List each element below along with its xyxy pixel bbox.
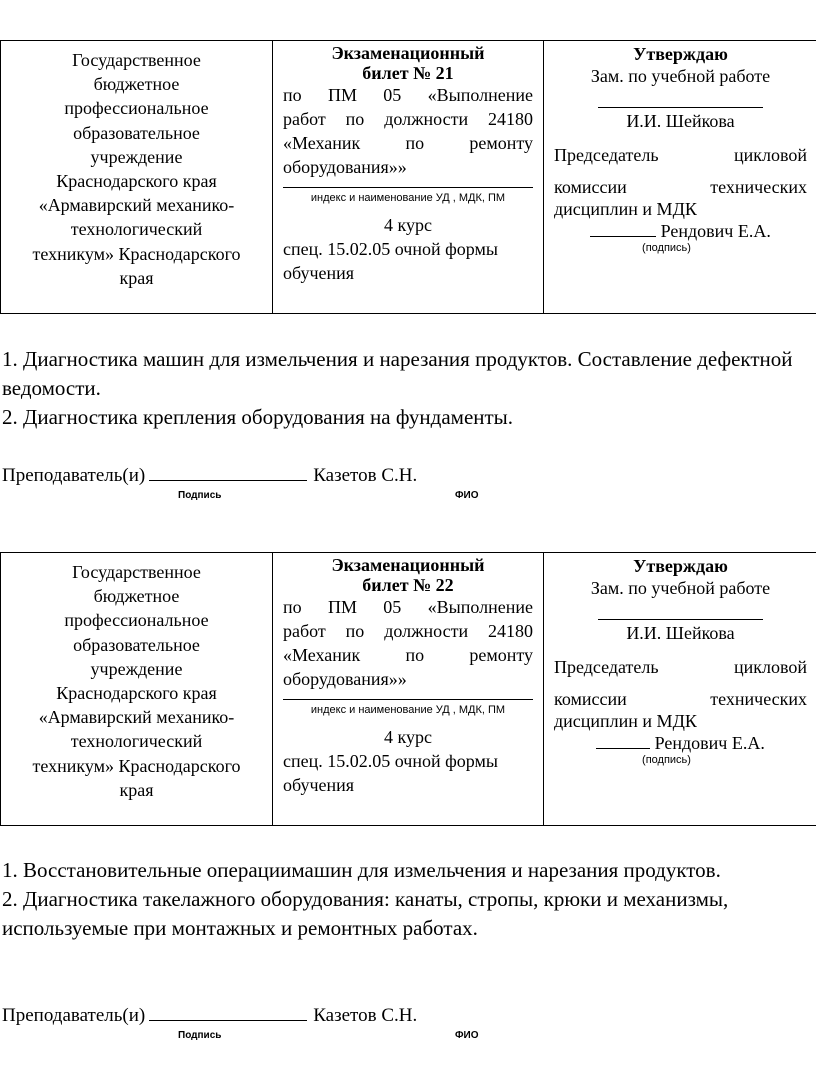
module-line: «Механик по ремонту <box>283 645 533 665</box>
ticket-title: Экзаменационный <box>331 555 485 575</box>
course: 4 курс <box>384 727 432 747</box>
approve-signature-line <box>598 601 763 620</box>
ticket-number: билет № 21 <box>362 63 454 83</box>
institution-cell <box>1 553 273 826</box>
teacher-signature <box>2 1000 417 1028</box>
teacher-label: Преподаватель(и) <box>2 465 146 486</box>
approve-name: И.И. Шейкова <box>626 111 735 131</box>
org-line: края <box>119 267 154 288</box>
institution-name <box>1 553 272 802</box>
caption-signature: Подпись <box>178 490 222 501</box>
ticket-info-cell <box>273 41 544 314</box>
approval-cell <box>544 553 816 826</box>
module-line: оборудования»» <box>283 157 407 177</box>
org-line: бюджетное <box>93 586 180 607</box>
org-line: образовательное <box>73 634 200 655</box>
caption-fio: ФИО <box>455 1030 479 1041</box>
org-line: Краснодарского края <box>56 171 217 192</box>
ticket-title: Экзаменационный <box>331 43 485 63</box>
module-line: «Механик по ремонту <box>283 133 533 153</box>
org-line: техникум» Краснодарского <box>32 243 241 264</box>
org-line: Государственное <box>72 50 201 70</box>
chair-line: дисциплин и МДК <box>554 199 697 219</box>
question-item: 1. Восстановительные операциимашин для измельчения и нарезания продуктов. <box>2 858 721 882</box>
org-line: техникум» Краснодарского <box>32 755 241 776</box>
institution-name <box>1 41 272 290</box>
chair-line: дисциплин и МДК <box>554 711 697 731</box>
module-line: оборудования»» <box>283 669 407 689</box>
course: 4 курс <box>384 215 432 235</box>
caption-signature: Подпись <box>178 1030 222 1041</box>
org-line: края <box>119 779 154 800</box>
question-item: 2. Диагностика такелажного оборудования: канаты, стропы, крюки и механизмы, используемые при монтажных и ремонтных работах. <box>2 887 729 940</box>
chair-line: Председатель цикловой <box>554 145 807 165</box>
approval-cell <box>544 41 816 314</box>
org-line: Краснодарского края <box>56 683 217 704</box>
specialty-line: спец. 15.02.05 очной формы <box>283 239 498 259</box>
chair-signature <box>554 220 807 242</box>
ticket-header-table <box>0 552 816 826</box>
approve-title: Утверждаю <box>633 44 728 64</box>
chair-sign-name: Рендович Е.А. <box>660 221 771 241</box>
org-line: образовательное <box>73 122 200 143</box>
index-caption: индекс и наименование УД , МДК, ПМ <box>283 187 533 205</box>
approve-position: Зам. по учебной работе <box>590 578 771 598</box>
chair-line: комиссии технических <box>554 177 807 197</box>
org-line: бюджетное <box>93 74 180 95</box>
teacher-label: Преподаватель(и) <box>2 1005 146 1026</box>
org-line: технологический <box>70 731 203 752</box>
question-item: 1. Диагностика машин для измельчения и нарезания продуктов. Составление дефектной ведомости. <box>2 347 793 400</box>
approve-title: Утверждаю <box>633 556 728 576</box>
org-line: учреждение <box>90 146 183 167</box>
chair-sign-caption: (подпись) <box>642 754 691 766</box>
institution-cell <box>1 41 273 314</box>
specialty-line: обучения <box>283 775 355 795</box>
teacher-name: Казетов С.Н. <box>313 1005 418 1026</box>
chair-signature-line <box>590 220 656 237</box>
org-line: «Армавирский механико- <box>38 707 235 728</box>
org-line: «Армавирский механико- <box>38 195 235 216</box>
org-line: профессиональное <box>64 98 209 119</box>
chair-sign-caption: (подпись) <box>642 242 691 254</box>
questions-list <box>2 345 814 432</box>
teacher-signature-line <box>149 460 307 481</box>
index-caption: индекс и наименование УД , МДК, ПМ <box>283 699 533 717</box>
org-line: профессиональное <box>64 610 209 631</box>
org-line: Государственное <box>72 562 201 582</box>
chair-line: комиссии технических <box>554 689 807 709</box>
ticket-header-table <box>0 40 816 314</box>
caption-fio: ФИО <box>455 490 479 501</box>
ticket-info-cell <box>273 553 544 826</box>
specialty-line: спец. 15.02.05 очной формы <box>283 751 498 771</box>
questions-list <box>2 856 814 943</box>
org-line: технологический <box>70 219 203 240</box>
chair-sign-name: Рендович Е.А. <box>654 733 765 753</box>
approve-position: Зам. по учебной работе <box>590 66 771 86</box>
module-line: по ПМ 05 «Выполнение <box>283 85 533 105</box>
approve-signature-line <box>598 89 763 108</box>
ticket-number: билет № 22 <box>362 575 454 595</box>
org-line: учреждение <box>90 658 183 679</box>
teacher-name: Казетов С.Н. <box>313 465 418 486</box>
chair-signature-line <box>596 732 650 749</box>
chair-signature <box>554 732 807 754</box>
approve-name: И.И. Шейкова <box>626 623 735 643</box>
module-line: работ по должности 24180 <box>283 109 533 129</box>
module-line: работ по должности 24180 <box>283 621 533 641</box>
specialty-line: обучения <box>283 263 355 283</box>
teacher-signature-line <box>149 1000 307 1021</box>
module-line: по ПМ 05 «Выполнение <box>283 597 533 617</box>
teacher-signature <box>2 460 417 488</box>
chair-line: Председатель цикловой <box>554 657 807 677</box>
question-item: 2. Диагностика крепления оборудования на фундаменты. <box>2 405 514 429</box>
